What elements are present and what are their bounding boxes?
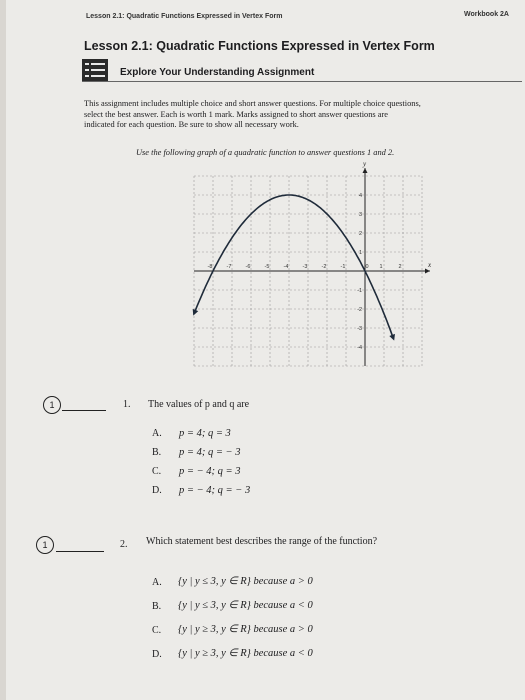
question-text: Which statement best describes the range of the function?	[146, 536, 378, 547]
instruction-line: select the best answer. Each is worth 1 mark. Marks assigned to short answer questions are	[84, 109, 388, 119]
option-text[interactable]: p = 4; q = − 3	[179, 447, 241, 458]
list-icon	[82, 59, 108, 81]
option-text[interactable]: {y | y ≤ 3, y ∈ R} because a > 0	[178, 576, 313, 587]
x-axis-label: x	[428, 261, 432, 269]
worksheet-page	[6, 0, 525, 700]
y-tick-label: -1	[357, 288, 362, 294]
x-axis-arrow	[425, 269, 430, 274]
y-axis-arrow	[363, 168, 368, 173]
y-tick-label: -2	[357, 307, 362, 313]
lesson-title: Lesson 2.1: Quadratic Functions Expressed in Vertex Form	[84, 39, 435, 53]
x-tick-label: -7	[226, 264, 232, 270]
option-text[interactable]: {y | y ≥ 3, y ∈ R} because a < 0	[178, 648, 313, 659]
option-text[interactable]: p = − 4; q = 3	[179, 466, 241, 477]
running-header: Lesson 2.1: Quadratic Functions Expressed in Vertex Form	[86, 13, 283, 20]
option-letter: A.	[152, 428, 162, 439]
option-letter: D.	[152, 649, 162, 660]
option-letter: B.	[152, 601, 162, 612]
workbook-label: Workbook 2A	[464, 11, 509, 18]
question-text: The values of p and q are	[148, 399, 250, 410]
y-tick-label: -3	[357, 326, 362, 332]
option-letter: D.	[152, 485, 162, 496]
option-letter: A.	[152, 577, 162, 588]
option-text[interactable]: p = − 4; q = − 3	[179, 485, 251, 496]
x-tick-label: 1	[379, 264, 383, 270]
y-tick-label: 4	[358, 193, 362, 199]
instructions	[84, 99, 514, 131]
quadratic-graph	[166, 160, 436, 378]
option-letter: B.	[152, 447, 162, 458]
x-tick-label: -4	[283, 264, 289, 270]
x-tick-label: 0	[365, 264, 369, 270]
question-number: 2.	[120, 539, 128, 550]
x-tick-label: -8	[207, 264, 213, 270]
assignment-title: Explore Your Understanding Assignment	[120, 67, 315, 78]
mark-circle: 1	[36, 536, 54, 554]
instruction-line: indicated for each question. Be sure to show all necessary work.	[84, 120, 299, 129]
y-tick-label: 1	[358, 250, 362, 256]
y-tick-label: 3	[358, 212, 362, 218]
question-number: 1.	[123, 399, 131, 410]
x-tick-label: -2	[321, 264, 327, 270]
x-tick-label: -1	[340, 264, 346, 270]
x-tick-label: -3	[302, 264, 308, 270]
y-tick-label: 2	[358, 231, 362, 237]
graph-prompt: Use the following graph of a quadratic function to answer questions 1 and 2.	[136, 148, 395, 157]
option-text[interactable]: {y | y ≥ 3, y ∈ R} because a > 0	[178, 624, 313, 635]
assignment-banner	[82, 59, 522, 82]
x-tick-label: -6	[245, 264, 251, 270]
option-letter: C.	[152, 466, 162, 477]
mark-circle: 1	[43, 396, 61, 414]
answer-blank[interactable]	[56, 551, 104, 552]
option-letter: C.	[152, 625, 162, 636]
option-text[interactable]: p = 4; q = 3	[179, 428, 231, 439]
x-tick-label: -5	[264, 264, 270, 270]
parabola-curve	[194, 195, 394, 339]
x-tick-label: 2	[398, 264, 402, 270]
option-text[interactable]: {y | y ≤ 3, y ∈ R} because a < 0	[178, 600, 313, 611]
answer-blank[interactable]	[62, 410, 106, 411]
y-axis-label: y	[363, 160, 367, 168]
instruction-line: This assignment includes multiple choice and short answer questions. For multiple choice questions,	[84, 99, 421, 108]
y-tick-label: -4	[357, 345, 362, 351]
